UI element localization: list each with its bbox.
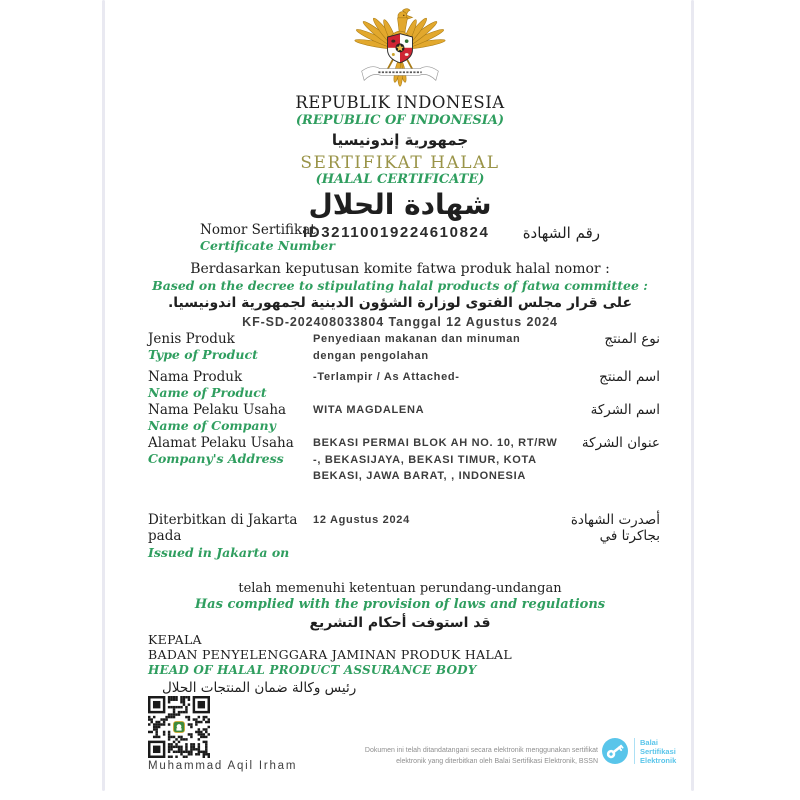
field-label-id: Jenis Produk bbox=[148, 331, 235, 347]
field-label bbox=[148, 512, 313, 560]
field-label bbox=[148, 369, 313, 401]
decree-statement-id: Berdasarkan keputusan komite fatwa produk halal nomor : bbox=[190, 261, 610, 277]
field-label-ar: عنوان الشركة bbox=[581, 435, 660, 451]
field-label-en: Type of Product bbox=[148, 347, 258, 363]
field-label-id: Nama Produk bbox=[148, 369, 243, 385]
decree-number: KF-SD-202408033804 Tanggal 12 Agustus 2024 bbox=[242, 314, 558, 329]
field-label-id: Nama Pelaku Usaha bbox=[148, 402, 287, 418]
certificate-title-en: (HALAL CERTIFICATE) bbox=[315, 171, 485, 187]
esign-disclaimer-line2: elektronik yang diterbitkan oleh Balai Sertifikasi Elektronik, BSSN bbox=[396, 757, 598, 765]
esign-authority-logo bbox=[601, 737, 676, 765]
field-label-en: Company's Address bbox=[148, 451, 284, 467]
esign-logo-divider bbox=[634, 738, 635, 764]
signatory-title-en: HEAD OF HALAL PRODUCT ASSURANCE BODY bbox=[148, 662, 477, 677]
country-name-id: REPUBLIK INDONESIA bbox=[295, 93, 505, 112]
certificate-number-label-en: Certificate Number bbox=[200, 238, 335, 254]
certificate-number-value: ID32110019224610824 bbox=[303, 224, 490, 241]
country-name-en: (REPUBLIC OF INDONESIA) bbox=[295, 113, 505, 129]
signatory-title-ar: رئيس وكالة ضمان المنتجات الحلال bbox=[162, 680, 357, 697]
esign-disclaimer bbox=[365, 746, 598, 768]
certificate-title-id: SERTIFIKAT HALAL bbox=[300, 152, 500, 173]
compliance-statement-id: telah memenuhi ketentuan perundang-undangan bbox=[238, 581, 562, 596]
emblem-container bbox=[0, 6, 800, 92]
qr-code bbox=[148, 696, 210, 758]
field-label-ar: أصدرت الشهادة بجاكرتا في bbox=[570, 512, 660, 544]
field-label bbox=[148, 402, 313, 434]
field-row-alamat-pelaku-usaha bbox=[148, 435, 660, 485]
field-label-ar: اسم الشركة bbox=[590, 402, 660, 418]
signatory-title-line1: KEPALA bbox=[148, 632, 202, 647]
field-label-ar: اسم المنتج bbox=[599, 369, 660, 385]
field-label bbox=[148, 331, 313, 363]
balai-sertifikasi-elektronik-icon bbox=[601, 737, 629, 765]
field-value: -Terlampir / As Attached- bbox=[313, 371, 460, 383]
decree-statement-en: Based on the decree to stipulating halal products of fatwa committee : bbox=[152, 277, 648, 293]
field-label-en: Name of Company bbox=[148, 418, 276, 434]
esign-logo-line3: Elektronik bbox=[640, 755, 677, 765]
esign-disclaimer-line1: Dokumen ini telah ditandatangani secara elektronik menggunakan sertifikat bbox=[364, 747, 598, 754]
field-row-jenis-produk bbox=[148, 331, 660, 364]
compliance-statement bbox=[0, 581, 800, 632]
certificate-title-ar: شهادة الحلال bbox=[308, 188, 492, 222]
field-row-nama-produk bbox=[148, 369, 660, 401]
compliance-statement-ar: قد استوفت أحكام التشريع bbox=[309, 614, 491, 631]
certificate-number-label-id: Nomor Sertifikat bbox=[200, 222, 316, 238]
signatory-title-line2: BADAN PENYELENGGARA JAMINAN PRODUK HALAL bbox=[148, 647, 512, 663]
decree-statement bbox=[0, 261, 800, 330]
certificate-number-label-ar: رقم الشهادة bbox=[522, 224, 600, 242]
field-label-en: Issued in Jakarta on bbox=[148, 544, 290, 560]
field-row-diterbitkan bbox=[148, 512, 660, 560]
esign-logo-line1: Balai bbox=[640, 737, 658, 747]
field-label bbox=[148, 435, 313, 467]
field-value: Penyediaan makanan dan minuman dengan pengolahan bbox=[313, 333, 521, 362]
signatory-block bbox=[148, 632, 512, 697]
field-value: WITA MAGDALENA bbox=[313, 404, 425, 416]
field-label-ar: نوع المنتج bbox=[604, 331, 660, 347]
decree-statement-ar: على قرار مجلس الفتوى لوزارة الشؤون الدينية لجمهورية اندونيسيا. bbox=[167, 294, 633, 311]
field-value: BEKASI PERMAI BLOK AH NO. 10, RT/RW -, BEKASIJAYA, BEKASI TIMUR, KOTA BEKASI, JAWA BARAT, , INDONESIA bbox=[313, 437, 558, 482]
field-label-id: Diterbitkan di Jakarta pada bbox=[148, 512, 298, 545]
document-header bbox=[0, 94, 800, 222]
garuda-pancasila-emblem bbox=[350, 6, 450, 88]
signatory-name: Muhammad Aqil Irham bbox=[148, 760, 298, 772]
field-value: 12 Agustus 2024 bbox=[313, 514, 410, 526]
compliance-statement-en: Has complied with the provision of laws and regulations bbox=[194, 597, 606, 613]
field-label-id: Alamat Pelaku Usaha bbox=[148, 435, 294, 451]
field-row-nama-pelaku-usaha bbox=[148, 402, 660, 434]
field-label-en: Name of Product bbox=[148, 385, 267, 401]
esign-logo-text bbox=[640, 738, 676, 765]
country-name-ar: جمهورية إندونيسيا bbox=[331, 131, 469, 150]
esign-logo-line2: Sertifikasi bbox=[640, 746, 676, 756]
